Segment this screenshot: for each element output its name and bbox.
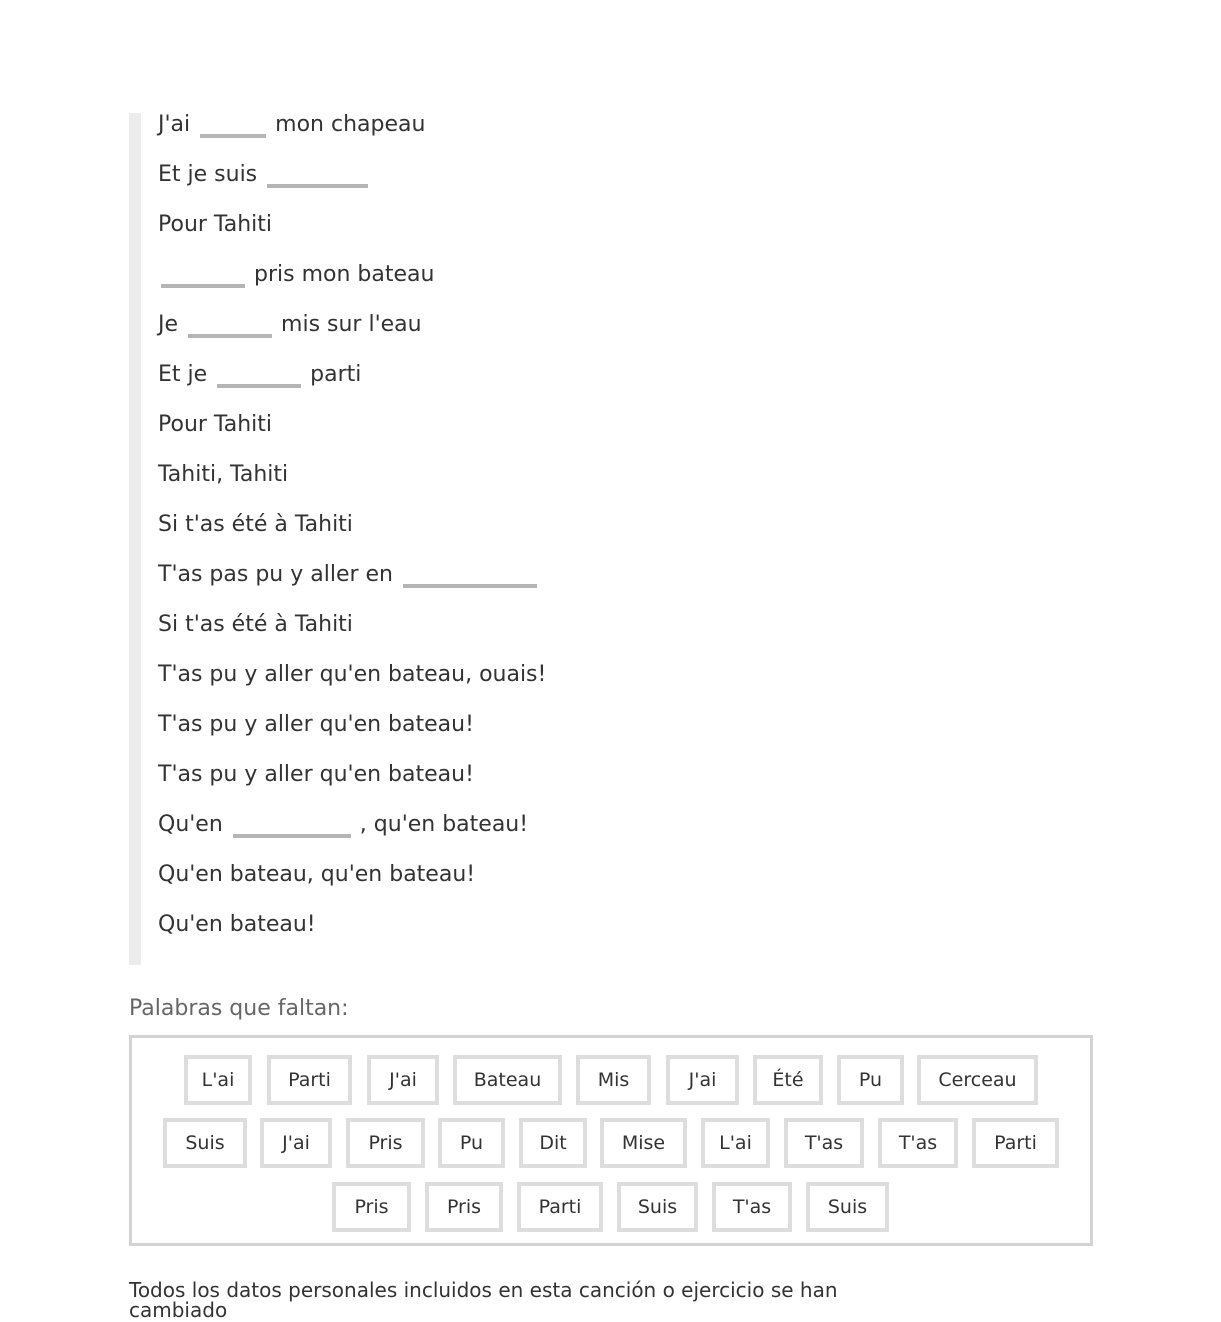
word-chip[interactable] — [267, 1055, 352, 1105]
word-chip[interactable] — [837, 1055, 904, 1105]
word-chip[interactable] — [453, 1055, 562, 1105]
lyrics-blockquote — [129, 113, 758, 965]
lyric-line — [158, 300, 758, 350]
word-chip[interactable] — [806, 1182, 889, 1232]
word-chip-label: L'ai — [201, 1069, 235, 1091]
word-chip[interactable] — [519, 1118, 587, 1168]
word-chip-label: Suis — [637, 1196, 678, 1218]
lyric-line — [158, 400, 758, 450]
word-chip[interactable] — [600, 1118, 687, 1168]
lyric-line — [158, 850, 758, 900]
word-bank — [129, 1035, 1093, 1246]
lyric-text: , qu'en bateau! — [359, 812, 529, 837]
lyric-line — [158, 450, 758, 500]
word-chip[interactable] — [972, 1118, 1059, 1168]
lyric-text: Pour Tahiti — [158, 212, 272, 237]
lyric-text: mon chapeau — [275, 112, 426, 137]
word-chip[interactable] — [346, 1118, 425, 1168]
word-chip-label: T'as — [732, 1196, 772, 1218]
lyric-line — [158, 500, 758, 550]
word-chip-label: J'ai — [282, 1132, 310, 1154]
word-chip[interactable] — [367, 1055, 439, 1105]
lyric-line — [158, 150, 758, 200]
lyric-line — [158, 750, 758, 800]
lyric-line — [158, 600, 758, 650]
word-chip-label: Pris — [368, 1132, 403, 1154]
word-chip-label: Pu — [858, 1069, 883, 1091]
word-chip-label: J'ai — [389, 1069, 417, 1091]
lyric-text: Qu'en — [158, 812, 223, 837]
footer-note — [129, 1278, 929, 1322]
word-chip-label: J'ai — [688, 1069, 717, 1091]
lyric-line — [158, 250, 758, 300]
word-chip[interactable] — [917, 1055, 1038, 1105]
blank-drop-slot[interactable] — [200, 114, 266, 138]
lyric-text: Je — [158, 312, 179, 337]
lyric-line — [158, 200, 758, 250]
lyric-text: Pour Tahiti — [158, 412, 272, 437]
lyric-text: Qu'en bateau, qu'en bateau! — [158, 862, 476, 887]
word-chip-label: Dit — [539, 1132, 567, 1154]
lyric-text: Et je — [158, 362, 208, 387]
lyric-line — [158, 350, 758, 400]
lyric-text: Tahiti, Tahiti — [158, 462, 289, 487]
lyric-text: Qu'en bateau! — [158, 912, 316, 937]
lyric-line — [158, 100, 758, 150]
lyric-text: T'as pu y aller qu'en bateau! — [158, 762, 474, 787]
word-chip-label: Mis — [597, 1069, 630, 1091]
word-chip[interactable] — [712, 1182, 792, 1232]
word-chip-label: Pu — [459, 1132, 484, 1154]
word-chip[interactable] — [163, 1118, 247, 1168]
word-chip-label: Pris — [354, 1196, 389, 1218]
lyric-line — [158, 900, 758, 950]
lyric-line — [158, 700, 758, 750]
word-chip-label: Parti — [994, 1132, 1037, 1154]
lyric-line — [158, 550, 758, 600]
word-chip[interactable] — [576, 1055, 651, 1105]
word-chip-label: Suis — [185, 1132, 225, 1154]
lyric-text: T'as pu y aller qu'en bateau, ouais! — [158, 662, 547, 687]
blank-drop-slot[interactable] — [267, 164, 368, 188]
lyric-text: pris mon bateau — [254, 262, 435, 287]
blank-drop-slot[interactable] — [161, 264, 245, 288]
blank-drop-slot[interactable] — [403, 564, 537, 588]
blank-drop-slot[interactable] — [188, 314, 272, 338]
word-chip[interactable] — [260, 1118, 332, 1168]
lyric-text: Et je suis — [158, 162, 258, 187]
word-chip-label: L'ai — [719, 1132, 752, 1154]
lyric-text: T'as pu y aller qu'en bateau! — [158, 712, 474, 737]
word-chip-label: Été — [772, 1069, 804, 1091]
word-chip-label: Parti — [538, 1196, 582, 1218]
blank-drop-slot[interactable] — [217, 364, 301, 388]
word-chip[interactable] — [617, 1182, 698, 1232]
word-chip[interactable] — [666, 1055, 739, 1105]
lyric-line — [158, 650, 758, 700]
word-chip[interactable] — [517, 1182, 603, 1232]
missing-words-label: Palabras que faltan: — [129, 996, 349, 1021]
lyric-text: T'as pas pu y aller en — [158, 562, 393, 587]
word-chip[interactable] — [438, 1118, 505, 1168]
lyric-text: Si t'as été à Tahiti — [158, 612, 353, 637]
word-chip-label: Suis — [827, 1196, 868, 1218]
footer-text: Todos los datos personales incluidos en esta canción o ejercicio se han cambiado — [129, 1278, 838, 1322]
word-chip[interactable] — [784, 1118, 864, 1168]
lyric-text: parti — [310, 362, 362, 387]
word-chip-label: T'as — [898, 1132, 938, 1154]
lyric-text: mis sur l'eau — [281, 312, 422, 337]
lyric-text: J'ai — [158, 112, 191, 137]
lyric-line — [158, 800, 758, 850]
word-chip[interactable] — [753, 1055, 823, 1105]
word-chip-label: Pris — [446, 1196, 482, 1218]
word-chip[interactable] — [332, 1182, 411, 1232]
lyric-text: Si t'as été à Tahiti — [158, 512, 353, 537]
word-chip-label: T'as — [804, 1132, 844, 1154]
word-chip-label: Parti — [288, 1069, 331, 1091]
word-chip[interactable] — [425, 1182, 503, 1232]
word-chip[interactable] — [184, 1055, 252, 1105]
word-chip[interactable] — [878, 1118, 958, 1168]
blank-drop-slot[interactable] — [233, 814, 351, 838]
word-chip-label: Mise — [621, 1132, 666, 1154]
word-chip-label: Cerceau — [938, 1069, 1017, 1091]
word-chip-label: Bateau — [473, 1069, 542, 1091]
word-chip[interactable] — [701, 1118, 770, 1168]
